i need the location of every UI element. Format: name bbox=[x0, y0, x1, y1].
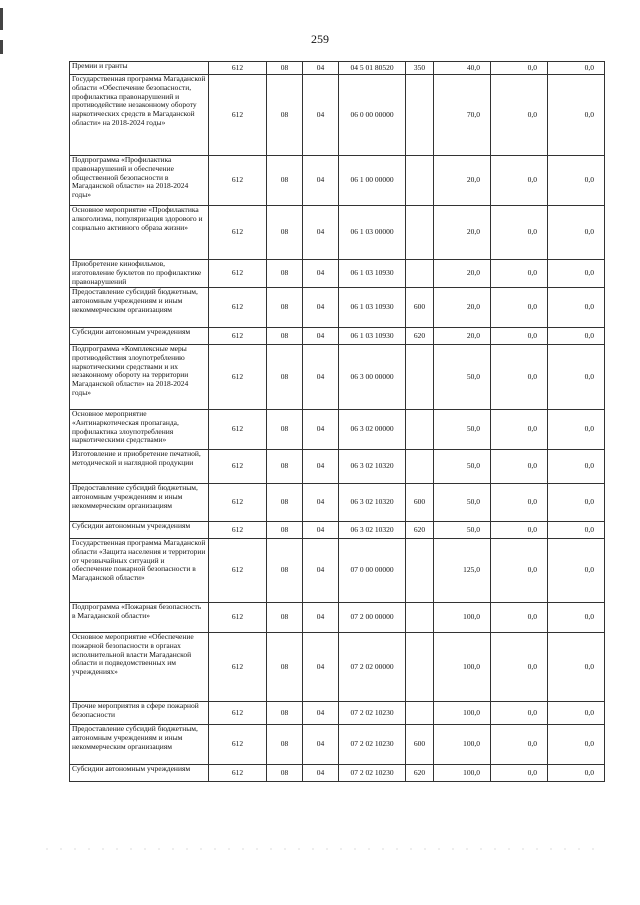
ved-code-cell: 612 bbox=[209, 765, 267, 782]
table-row bbox=[70, 725, 605, 765]
section-code-cell: 08 bbox=[267, 75, 303, 156]
table-row bbox=[70, 345, 605, 410]
amount-year1-cell: 100,0 bbox=[434, 765, 491, 782]
row-name-cell: Государственная программа Магаданской области «Защита населения и территории от чрезвычайных ситуаций и обеспечение пожарной безопасности в Магаданской области» bbox=[70, 539, 209, 603]
amount-year2-cell: 0,0 bbox=[491, 345, 548, 410]
amount-year3-cell: 0,0 bbox=[548, 450, 605, 484]
section-code-cell: 08 bbox=[267, 156, 303, 206]
row-name-cell: Государственная программа Магаданской области «Обеспечение безопасности, профилактика правонарушений и противодействие незаконному обороту наркотических средств в Магаданской области» на 2018-2024 годы» bbox=[70, 75, 209, 156]
section-code-cell: 08 bbox=[267, 206, 303, 260]
ved-code-cell: 612 bbox=[209, 603, 267, 633]
subsection-code-cell: 04 bbox=[303, 539, 339, 603]
table-row bbox=[70, 206, 605, 260]
subsection-code-cell: 04 bbox=[303, 62, 339, 75]
amount-year1-cell: 20,0 bbox=[434, 288, 491, 328]
row-name-cell: Премии и гранты bbox=[70, 62, 209, 75]
row-name-cell: Субсидии автономным учреждениям bbox=[70, 765, 209, 782]
target-article-cell: 06 1 03 10930 bbox=[339, 288, 406, 328]
expense-type-cell: 620 bbox=[406, 522, 434, 539]
ved-code-cell: 612 bbox=[209, 75, 267, 156]
expense-type-cell bbox=[406, 260, 434, 288]
target-article-cell: 07 0 00 00000 bbox=[339, 539, 406, 603]
amount-year1-cell: 20,0 bbox=[434, 260, 491, 288]
target-article-cell: 06 0 00 00000 bbox=[339, 75, 406, 156]
amount-year3-cell: 0,0 bbox=[548, 725, 605, 765]
target-article-cell: 07 2 02 10230 bbox=[339, 725, 406, 765]
expense-type-cell bbox=[406, 156, 434, 206]
amount-year3-cell: 0,0 bbox=[548, 539, 605, 603]
amount-year1-cell: 50,0 bbox=[434, 345, 491, 410]
ved-code-cell: 612 bbox=[209, 633, 267, 702]
amount-year3-cell: 0,0 bbox=[548, 62, 605, 75]
amount-year1-cell: 100,0 bbox=[434, 702, 491, 725]
section-code-cell: 08 bbox=[267, 702, 303, 725]
subsection-code-cell: 04 bbox=[303, 410, 339, 450]
target-article-cell: 07 2 02 10230 bbox=[339, 702, 406, 725]
table-row bbox=[70, 603, 605, 633]
row-name-cell: Подпрограмма «Комплексные меры противодействия злоупотреблению наркотическими средствами и их незаконному обороту на территории Магаданской области» на 2018-2024 годы» bbox=[70, 345, 209, 410]
table-row bbox=[70, 450, 605, 484]
row-name-cell: Прочие мероприятия в сфере пожарной безопасности bbox=[70, 702, 209, 725]
row-name-cell: Подпрограмма «Профилактика правонарушений и обеспечение общественной безопасности в Магаданской области» на 2018-2024 годы» bbox=[70, 156, 209, 206]
table-row bbox=[70, 484, 605, 522]
subsection-code-cell: 04 bbox=[303, 206, 339, 260]
expense-type-cell: 600 bbox=[406, 288, 434, 328]
ved-code-cell: 612 bbox=[209, 206, 267, 260]
subsection-code-cell: 04 bbox=[303, 288, 339, 328]
expense-type-cell bbox=[406, 410, 434, 450]
ved-code-cell: 612 bbox=[209, 345, 267, 410]
table-row bbox=[70, 62, 605, 75]
expense-type-cell bbox=[406, 539, 434, 603]
table-row bbox=[70, 75, 605, 156]
table-row bbox=[70, 288, 605, 328]
expense-type-cell bbox=[406, 345, 434, 410]
amount-year2-cell: 0,0 bbox=[491, 484, 548, 522]
subsection-code-cell: 04 bbox=[303, 450, 339, 484]
amount-year1-cell: 100,0 bbox=[434, 725, 491, 765]
table-row bbox=[70, 702, 605, 725]
amount-year3-cell: 0,0 bbox=[548, 345, 605, 410]
expense-type-cell: 600 bbox=[406, 725, 434, 765]
target-article-cell: 07 2 00 00000 bbox=[339, 603, 406, 633]
section-code-cell: 08 bbox=[267, 450, 303, 484]
row-name-cell: Приобретение кинофильмов, изготовление буклетов по профилактике правонарушений bbox=[70, 260, 209, 288]
amount-year3-cell: 0,0 bbox=[548, 484, 605, 522]
amount-year2-cell: 0,0 bbox=[491, 539, 548, 603]
amount-year2-cell: 0,0 bbox=[491, 288, 548, 328]
amount-year1-cell: 50,0 bbox=[434, 522, 491, 539]
target-article-cell: 06 1 03 10930 bbox=[339, 328, 406, 345]
section-code-cell: 08 bbox=[267, 484, 303, 522]
subsection-code-cell: 04 bbox=[303, 633, 339, 702]
target-article-cell: 06 1 03 00000 bbox=[339, 206, 406, 260]
amount-year1-cell: 50,0 bbox=[434, 450, 491, 484]
row-name-cell: Субсидии автономным учреждениям bbox=[70, 522, 209, 539]
ved-code-cell: 612 bbox=[209, 328, 267, 345]
amount-year1-cell: 20,0 bbox=[434, 156, 491, 206]
target-article-cell: 06 3 02 00000 bbox=[339, 410, 406, 450]
row-name-cell: Подпрограмма «Пожарная безопасность в Магаданской области» bbox=[70, 603, 209, 633]
subsection-code-cell: 04 bbox=[303, 75, 339, 156]
ved-code-cell: 612 bbox=[209, 702, 267, 725]
ved-code-cell: 612 bbox=[209, 522, 267, 539]
row-name-cell: Предоставление субсидий бюджетным, автономным учреждениям и иным некоммерческим организациям bbox=[70, 725, 209, 765]
amount-year3-cell: 0,0 bbox=[548, 633, 605, 702]
expense-type-cell: 350 bbox=[406, 62, 434, 75]
target-article-cell: 06 3 02 10320 bbox=[339, 522, 406, 539]
ved-code-cell: 612 bbox=[209, 260, 267, 288]
amount-year2-cell: 0,0 bbox=[491, 765, 548, 782]
expense-type-cell bbox=[406, 450, 434, 484]
target-article-cell: 07 2 02 10230 bbox=[339, 765, 406, 782]
target-article-cell: 06 3 02 10320 bbox=[339, 450, 406, 484]
ved-code-cell: 612 bbox=[209, 410, 267, 450]
amount-year1-cell: 100,0 bbox=[434, 603, 491, 633]
amount-year1-cell: 50,0 bbox=[434, 410, 491, 450]
subsection-code-cell: 04 bbox=[303, 484, 339, 522]
row-name-cell: Субсидии автономным учреждениям bbox=[70, 328, 209, 345]
amount-year3-cell: 0,0 bbox=[548, 603, 605, 633]
amount-year3-cell: 0,0 bbox=[548, 702, 605, 725]
table-row bbox=[70, 522, 605, 539]
row-name-cell: Предоставление субсидий бюджетным, автономным учреждениям и иным некоммерческим организациям bbox=[70, 288, 209, 328]
section-code-cell: 08 bbox=[267, 522, 303, 539]
subsection-code-cell: 04 bbox=[303, 156, 339, 206]
section-code-cell: 08 bbox=[267, 410, 303, 450]
target-article-cell: 07 2 02 00000 bbox=[339, 633, 406, 702]
amount-year2-cell: 0,0 bbox=[491, 702, 548, 725]
target-article-cell: 06 3 00 00000 bbox=[339, 345, 406, 410]
amount-year1-cell: 40,0 bbox=[434, 62, 491, 75]
amount-year2-cell: 0,0 bbox=[491, 156, 548, 206]
section-code-cell: 08 bbox=[267, 328, 303, 345]
expense-type-cell: 600 bbox=[406, 484, 434, 522]
amount-year3-cell: 0,0 bbox=[548, 765, 605, 782]
ved-code-cell: 612 bbox=[209, 62, 267, 75]
expense-type-cell bbox=[406, 75, 434, 156]
page-number: 259 bbox=[311, 32, 329, 46]
table-row bbox=[70, 539, 605, 603]
section-code-cell: 08 bbox=[267, 539, 303, 603]
target-article-cell: 04 5 01 80520 bbox=[339, 62, 406, 75]
subsection-code-cell: 04 bbox=[303, 702, 339, 725]
table-row bbox=[70, 260, 605, 288]
amount-year3-cell: 0,0 bbox=[548, 260, 605, 288]
row-name-cell: Предоставление субсидий бюджетным, автономным учреждениям и иным некоммерческим организациям bbox=[70, 484, 209, 522]
amount-year2-cell: 0,0 bbox=[491, 633, 548, 702]
amount-year2-cell: 0,0 bbox=[491, 725, 548, 765]
table-row bbox=[70, 328, 605, 345]
ved-code-cell: 612 bbox=[209, 156, 267, 206]
budget-table bbox=[69, 61, 605, 782]
ved-code-cell: 612 bbox=[209, 288, 267, 328]
expense-type-cell bbox=[406, 633, 434, 702]
amount-year1-cell: 20,0 bbox=[434, 206, 491, 260]
expense-type-cell bbox=[406, 603, 434, 633]
amount-year1-cell: 70,0 bbox=[434, 75, 491, 156]
amount-year3-cell: 0,0 bbox=[548, 156, 605, 206]
section-code-cell: 08 bbox=[267, 633, 303, 702]
subsection-code-cell: 04 bbox=[303, 260, 339, 288]
section-code-cell: 08 bbox=[267, 260, 303, 288]
amount-year2-cell: 0,0 bbox=[491, 522, 548, 539]
scan-noise bbox=[40, 848, 600, 850]
table-row bbox=[70, 410, 605, 450]
subsection-code-cell: 04 bbox=[303, 725, 339, 765]
subsection-code-cell: 04 bbox=[303, 345, 339, 410]
table-row bbox=[70, 156, 605, 206]
row-name-cell: Основное мероприятие «Антинаркотическая пропаганда, профилактика злоупотребления наркотическими средствами» bbox=[70, 410, 209, 450]
amount-year2-cell: 0,0 bbox=[491, 450, 548, 484]
amount-year2-cell: 0,0 bbox=[491, 410, 548, 450]
section-code-cell: 08 bbox=[267, 603, 303, 633]
amount-year1-cell: 100,0 bbox=[434, 633, 491, 702]
expense-type-cell: 620 bbox=[406, 765, 434, 782]
subsection-code-cell: 04 bbox=[303, 522, 339, 539]
target-article-cell: 06 1 00 00000 bbox=[339, 156, 406, 206]
table-row bbox=[70, 765, 605, 782]
row-name-cell: Основное мероприятие «Профилактика алкоголизма, популяризация здорового и социально активного образа жизни» bbox=[70, 206, 209, 260]
subsection-code-cell: 04 bbox=[303, 328, 339, 345]
amount-year1-cell: 20,0 bbox=[434, 328, 491, 345]
amount-year3-cell: 0,0 bbox=[548, 410, 605, 450]
section-code-cell: 08 bbox=[267, 288, 303, 328]
amount-year3-cell: 0,0 bbox=[548, 206, 605, 260]
amount-year2-cell: 0,0 bbox=[491, 603, 548, 633]
target-article-cell: 06 1 03 10930 bbox=[339, 260, 406, 288]
table-body bbox=[70, 62, 605, 782]
section-code-cell: 08 bbox=[267, 62, 303, 75]
subsection-code-cell: 04 bbox=[303, 765, 339, 782]
amount-year3-cell: 0,0 bbox=[548, 75, 605, 156]
expense-type-cell bbox=[406, 206, 434, 260]
section-code-cell: 08 bbox=[267, 345, 303, 410]
row-name-cell: Основное мероприятие «Обеспечение пожарной безопасности в органах исполнительной власти Магаданской области и подведомственных им учреждениях» bbox=[70, 633, 209, 702]
amount-year2-cell: 0,0 bbox=[491, 75, 548, 156]
amount-year3-cell: 0,0 bbox=[548, 522, 605, 539]
amount-year3-cell: 0,0 bbox=[548, 328, 605, 345]
ved-code-cell: 612 bbox=[209, 450, 267, 484]
section-code-cell: 08 bbox=[267, 765, 303, 782]
expense-type-cell bbox=[406, 702, 434, 725]
amount-year1-cell: 125,0 bbox=[434, 539, 491, 603]
amount-year2-cell: 0,0 bbox=[491, 260, 548, 288]
scan-edge-mark bbox=[0, 8, 3, 30]
amount-year2-cell: 0,0 bbox=[491, 206, 548, 260]
table-row bbox=[70, 633, 605, 702]
amount-year2-cell: 0,0 bbox=[491, 62, 548, 75]
target-article-cell: 06 3 02 10320 bbox=[339, 484, 406, 522]
row-name-cell: Изготовление и приобретение печатной, методической и наглядной продукции bbox=[70, 450, 209, 484]
expense-type-cell: 620 bbox=[406, 328, 434, 345]
ved-code-cell: 612 bbox=[209, 725, 267, 765]
amount-year1-cell: 50,0 bbox=[434, 484, 491, 522]
ved-code-cell: 612 bbox=[209, 539, 267, 603]
ved-code-cell: 612 bbox=[209, 484, 267, 522]
subsection-code-cell: 04 bbox=[303, 603, 339, 633]
amount-year2-cell: 0,0 bbox=[491, 328, 548, 345]
amount-year3-cell: 0,0 bbox=[548, 288, 605, 328]
section-code-cell: 08 bbox=[267, 725, 303, 765]
